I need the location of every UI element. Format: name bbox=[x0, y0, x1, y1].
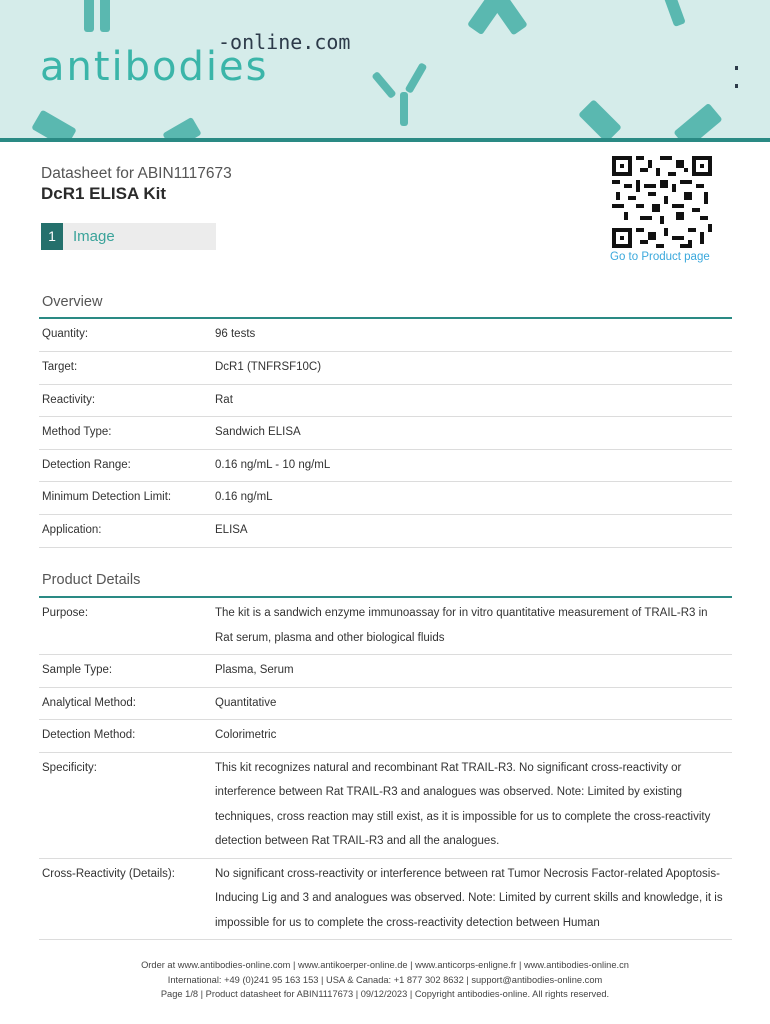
table-row bbox=[39, 655, 732, 688]
row-key: Reactivity: bbox=[39, 384, 213, 417]
footer-page-line: Page 1/8 | Product datasheet for ABIN1117673 | 09/12/2023 | Copyright antibodies-online. All rights reserved. bbox=[160, 989, 610, 999]
logo-domain-text: -online.com bbox=[218, 30, 351, 54]
antibody-decoration-icon bbox=[662, 0, 686, 27]
row-value: Quantitative bbox=[213, 687, 732, 720]
product-title: DcR1 ELISA Kit bbox=[41, 184, 167, 203]
image-section-tab[interactable] bbox=[41, 223, 216, 250]
row-value: DcR1 (TNFRSF10C) bbox=[213, 352, 732, 385]
table-row bbox=[39, 449, 732, 482]
table-row bbox=[39, 720, 732, 753]
footer-contact-line: International: +49 (0)241 95 163 153 | USA & Canada: +1 877 302 8632 | support@antibodies-online.com bbox=[167, 974, 603, 985]
table-row bbox=[39, 598, 732, 655]
row-key: Specificity: bbox=[39, 752, 213, 858]
table-row bbox=[39, 417, 732, 450]
row-value: ELISA bbox=[213, 515, 732, 548]
product-details-heading: Product Details bbox=[42, 572, 141, 588]
image-tab-label: Image bbox=[73, 228, 115, 245]
row-key: Method Type: bbox=[39, 417, 213, 450]
row-key: Target: bbox=[39, 352, 213, 385]
row-key: Minimum Detection Limit: bbox=[39, 482, 213, 515]
antibody-decoration-icon bbox=[405, 62, 428, 94]
row-value: The kit is a sandwich enzyme immunoassay for in vitro quantitative measurement of TRAIL-R3 in Rat serum, plasma and other biological fluids bbox=[213, 598, 732, 655]
antibody-decoration-icon bbox=[371, 71, 396, 99]
antibody-decoration-icon bbox=[578, 99, 622, 140]
row-key: Analytical Method: bbox=[39, 687, 213, 720]
antibody-decoration-icon bbox=[162, 117, 201, 140]
antibody-decoration-icon bbox=[100, 0, 110, 32]
row-value: Plasma, Serum bbox=[213, 655, 732, 688]
image-tab-number: 1 bbox=[41, 223, 63, 250]
header-divider bbox=[0, 138, 770, 142]
row-key: Quantity: bbox=[39, 319, 213, 352]
table-row bbox=[39, 319, 732, 352]
row-value: 96 tests bbox=[213, 319, 732, 352]
table-row bbox=[39, 687, 732, 720]
header-banner bbox=[0, 0, 770, 140]
row-key: Application: bbox=[39, 515, 213, 548]
qr-code-icon[interactable] bbox=[612, 156, 712, 248]
row-value: 0.16 ng/mL - 10 ng/mL bbox=[213, 449, 732, 482]
row-value: Rat bbox=[213, 384, 732, 417]
row-value: Sandwich ELISA bbox=[213, 417, 732, 450]
row-key: Cross-Reactivity (Details): bbox=[39, 858, 213, 940]
table-row bbox=[39, 482, 732, 515]
logo-text: antibodies bbox=[40, 44, 269, 90]
go-to-product-link[interactable]: Go to Product page bbox=[610, 251, 710, 263]
row-key: Sample Type: bbox=[39, 655, 213, 688]
overview-table bbox=[39, 319, 732, 548]
table-row bbox=[39, 515, 732, 548]
row-value: 0.16 ng/mL bbox=[213, 482, 732, 515]
row-value: This kit recognizes natural and recombinant Rat TRAIL-R3. No significant cross-reactivity or interference between Rat TRAIL-R3 and analogues was observed. Note: Limited by existing techniques, cross reaction may still exist, as it is impossible for us to complete the cross-reactivity detection between Rat TRAIL-R3 and all the analogues. bbox=[213, 752, 732, 858]
antibody-decoration-icon bbox=[31, 109, 77, 140]
row-key: Detection Range: bbox=[39, 449, 213, 482]
overview-heading: Overview bbox=[42, 294, 103, 310]
table-row bbox=[39, 352, 732, 385]
table-row bbox=[39, 858, 732, 940]
product-details-table bbox=[39, 598, 732, 940]
row-value: No significant cross-reactivity or interference between rat Tumor Necrosis Factor-related Apoptosis-Inducing Lig and 3 and analogues was observed. Note: Limited by current skills and knowledge, it is impossible for us to complete the cross-reactivity detection between Human bbox=[213, 858, 732, 940]
antibody-decoration-icon bbox=[490, 0, 528, 36]
table-row bbox=[39, 384, 732, 417]
row-key: Detection Method: bbox=[39, 720, 213, 753]
antibody-decoration-icon bbox=[673, 103, 722, 140]
page-footer bbox=[0, 958, 770, 1002]
menu-dots-icon[interactable] bbox=[735, 66, 739, 102]
footer-order-line: Order at www.antibodies-online.com | www.antikoerper-online.de | www.anticorps-enligne.fr | www.antibodies-online.cn bbox=[141, 960, 629, 970]
row-key: Purpose: bbox=[39, 598, 213, 655]
antibody-decoration-icon bbox=[84, 0, 94, 32]
row-value: Colorimetric bbox=[213, 720, 732, 753]
table-row bbox=[39, 752, 732, 858]
antibody-decoration-icon bbox=[400, 92, 408, 126]
datasheet-for-label: Datasheet for ABIN1117673 bbox=[41, 165, 232, 182]
